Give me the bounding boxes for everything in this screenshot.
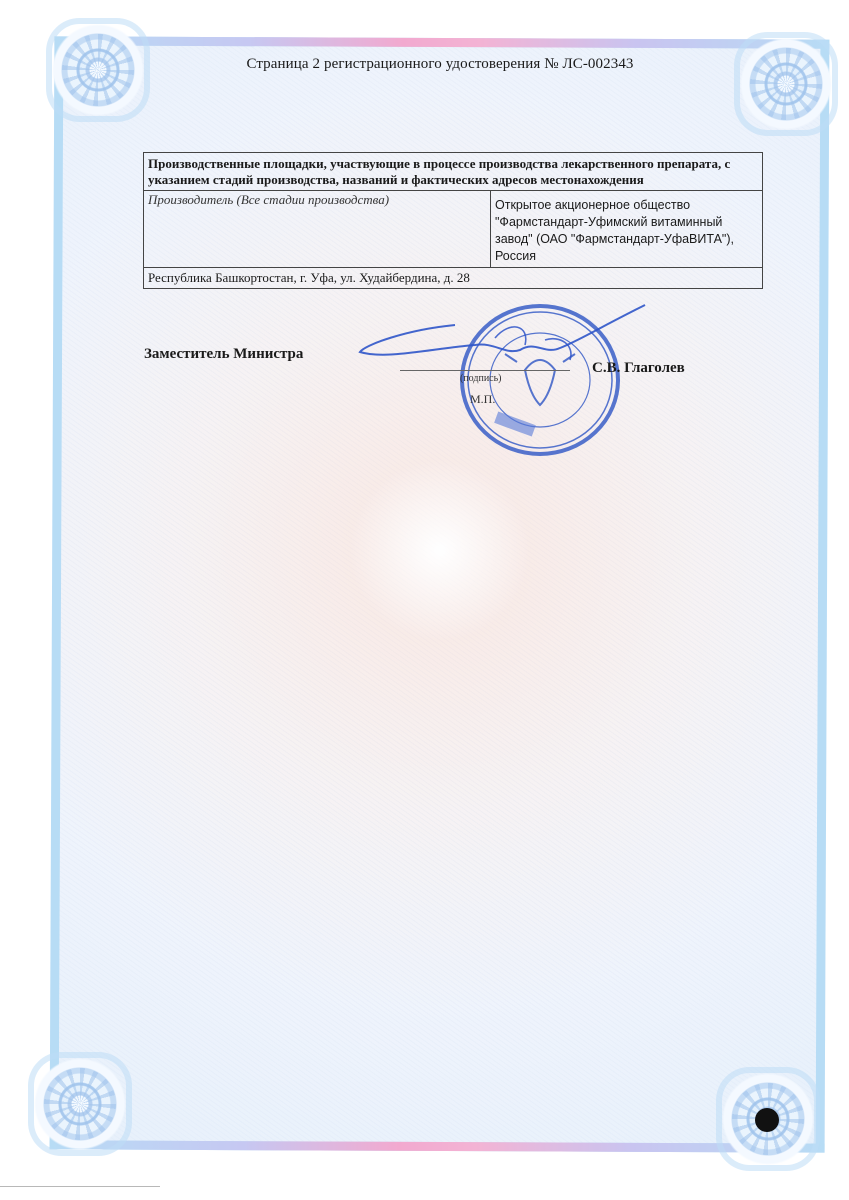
rosette-top-right-icon	[740, 38, 832, 130]
site-address: Республика Башкортостан, г. Уфа, ул. Худайбердина, д. 28	[144, 268, 763, 289]
signer-position: Заместитель Министра	[144, 346, 304, 362]
signer-name: С.В. Глаголев	[592, 360, 685, 376]
scan-edge-line	[0, 1186, 160, 1187]
rosette-top-left-icon	[52, 24, 144, 116]
rosette-bottom-left-icon	[34, 1058, 126, 1150]
site-role: Производитель (Все стадии производства)	[144, 191, 491, 268]
page-title: Страница 2 регистрационного удостоверения № ЛС-002343	[246, 56, 634, 72]
table-address-row	[144, 268, 763, 289]
seal-caption: М.П.	[470, 392, 496, 406]
table-header: Производственные площадки, участвующие в процессе производства лекарственного препарата, с указанием стадий производства, названий и фактических адресов местонахождения	[144, 153, 763, 191]
punch-hole	[755, 1108, 779, 1132]
signature-line	[400, 370, 570, 371]
frame-band-top	[54, 36, 829, 48]
table-row	[144, 191, 763, 268]
frame-band-bottom	[50, 1140, 825, 1152]
site-company: Открытое акционерное общество "Фармстандарт-Уфимский витаминный завод" (ОАО "Фармстандарт-УфаВИТА"), Россия	[491, 191, 763, 268]
table-header-row	[144, 153, 763, 191]
production-sites-table	[143, 152, 763, 289]
signature-caption: (подпись)	[460, 373, 502, 384]
